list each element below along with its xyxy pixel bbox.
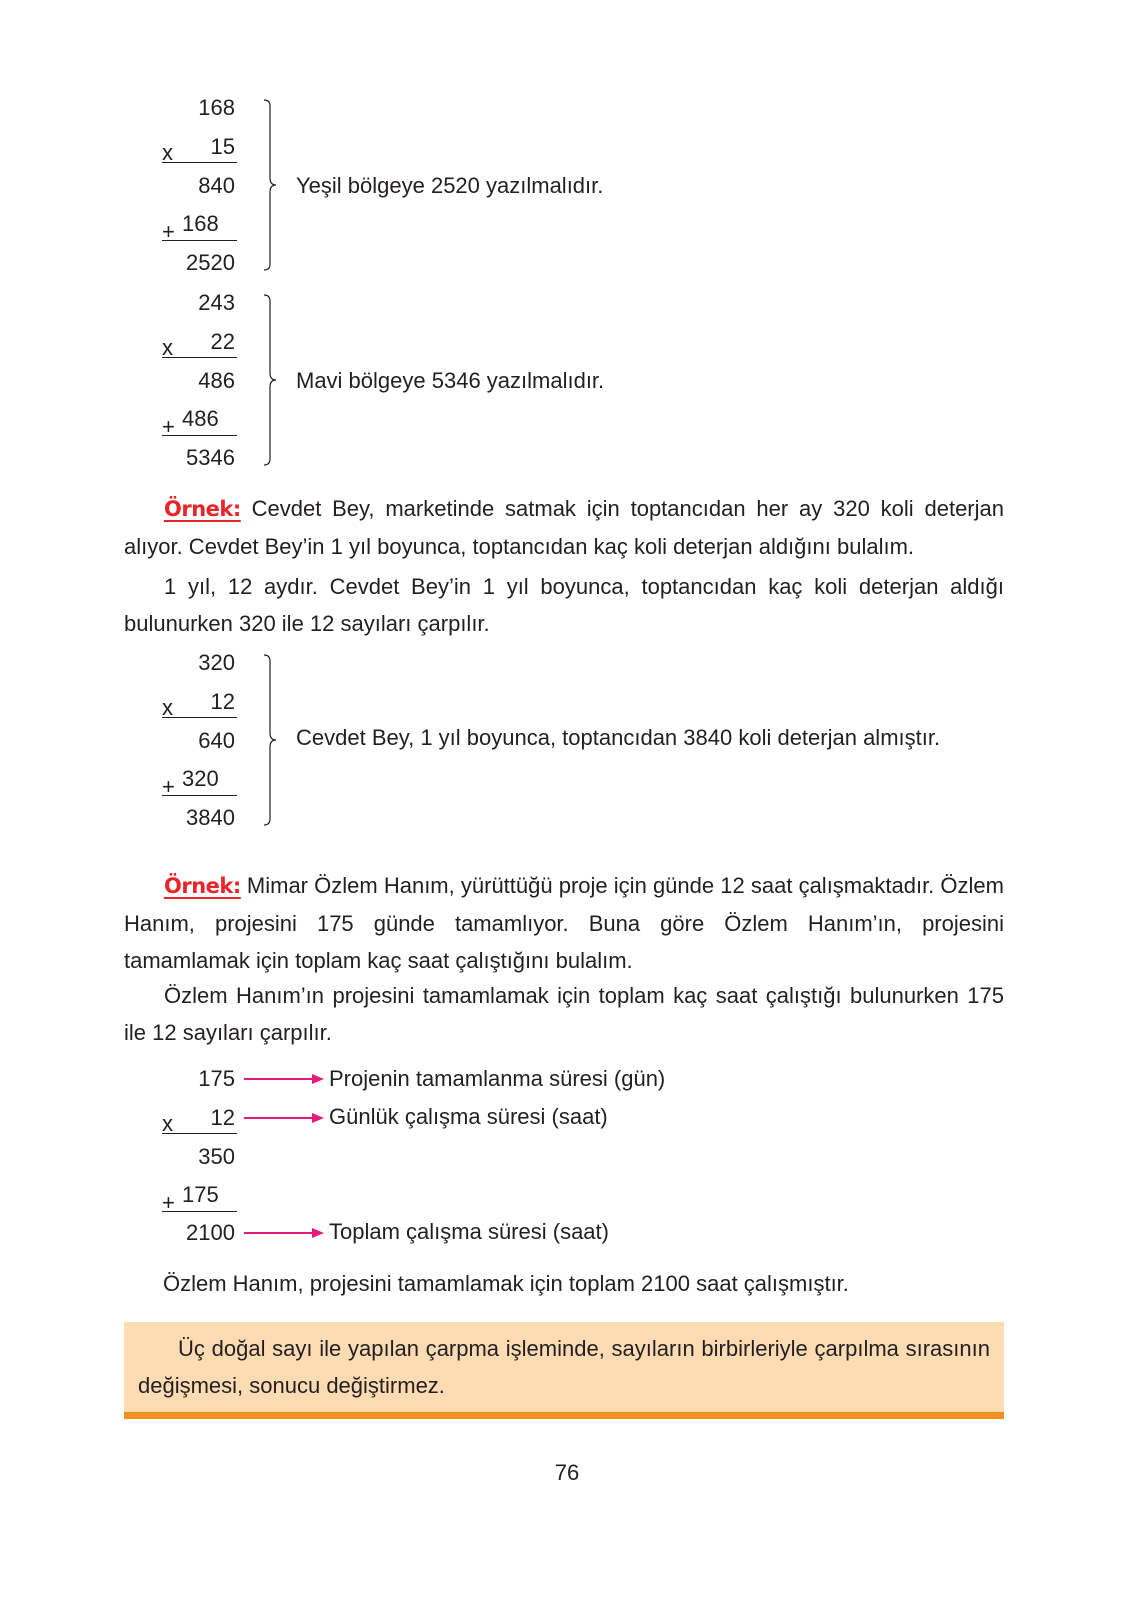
partial-product-shifted: 320 bbox=[182, 766, 219, 791]
example-2-explanation: Özlem Hanım’ın projesini tamamlamak için toplam kaç saat çalıştığı bulunurken 175 ile 12 sayıları çarpılır. bbox=[124, 983, 1004, 1045]
multiplicand: 175 bbox=[198, 1066, 235, 1091]
line bbox=[162, 1133, 237, 1134]
partial-product: 840 bbox=[198, 173, 235, 198]
arrow-right-icon bbox=[244, 1225, 326, 1241]
plus-sign: + bbox=[162, 1190, 175, 1215]
product: 2100 bbox=[186, 1220, 235, 1245]
multiplier: 15 bbox=[210, 134, 235, 159]
plus-sign: + bbox=[162, 219, 175, 244]
partial-product: 486 bbox=[198, 368, 235, 393]
line bbox=[162, 162, 237, 163]
partial-product-shifted: 175 bbox=[182, 1182, 219, 1207]
line bbox=[162, 1211, 237, 1212]
plus-sign: + bbox=[162, 414, 175, 439]
times-sign: x bbox=[162, 335, 173, 360]
times-sign: x bbox=[162, 1111, 173, 1136]
multiplicand: 320 bbox=[198, 650, 235, 675]
multiplier-note: Günlük çalışma süresi (saat) bbox=[329, 1104, 608, 1129]
example-1-paragraph bbox=[124, 490, 1004, 565]
result-note: Yeşil bölgeye 2520 yazılmalıdır. bbox=[296, 173, 604, 198]
rule-box bbox=[124, 1322, 1004, 1419]
times-sign: x bbox=[162, 695, 173, 720]
times-sign: x bbox=[162, 140, 173, 165]
right-brace bbox=[258, 653, 282, 827]
product: 2520 bbox=[186, 250, 235, 275]
result-note: Toplam çalışma süresi (saat) bbox=[329, 1219, 609, 1244]
line bbox=[162, 357, 237, 358]
partial-product: 640 bbox=[198, 728, 235, 753]
right-brace bbox=[258, 293, 282, 467]
arrow-right-icon bbox=[244, 1110, 326, 1126]
multiplicand: 243 bbox=[198, 290, 235, 315]
line bbox=[162, 795, 237, 796]
product: 5346 bbox=[186, 445, 235, 470]
multiplier: 12 bbox=[210, 689, 235, 714]
result-note: Cevdet Bey, 1 yıl boyunca, toptancıdan 3840 koli deterjan almıştır. bbox=[296, 725, 941, 750]
multiplier: 22 bbox=[210, 329, 235, 354]
right-brace bbox=[258, 98, 282, 272]
example-text: Cevdet Bey, marketinde satmak için toptancıdan her ay 320 koli deterjan alıyor. Cevdet Bey’in 1 yıl boyunca, toptancıdan kaç koli deterjan aldığını bulalım. bbox=[124, 496, 1004, 559]
multiplicand: 168 bbox=[198, 95, 235, 120]
example-1-explanation: 1 yıl, 12 aydır. Cevdet Bey’in 1 yıl boyunca, toptancıdan kaç koli deterjan aldığı bulunurken 320 ile 12 sayıları çarpılır. bbox=[124, 574, 1004, 636]
product: 3840 bbox=[186, 805, 235, 830]
line bbox=[162, 717, 237, 718]
example-label: Örnek: bbox=[164, 874, 241, 898]
line bbox=[162, 435, 237, 436]
multiplicand-note: Projenin tamamlanma süresi (gün) bbox=[329, 1066, 666, 1091]
example-text: Mimar Özlem Hanım, yürüttüğü proje için günde 12 saat çalışmaktadır. Özlem Hanım, projesini 175 günde tamamlıyor. Buna göre Özlem Hanım’ın, projesini tamamlamak için toplam kaç saat çalıştığını bulalım. bbox=[124, 873, 1004, 973]
example-label: Örnek: bbox=[164, 497, 241, 521]
page-number: 76 bbox=[554, 1460, 580, 1485]
rule-text: Üç doğal sayı ile yapılan çarpma işleminde, sayıların birbirleriyle çarpılma sırasının değişmesi, sonucu değiştirmez. bbox=[138, 1336, 990, 1398]
partial-product-shifted: 486 bbox=[182, 406, 219, 431]
partial-product-shifted: 168 bbox=[182, 211, 219, 236]
example-2-paragraph bbox=[124, 867, 1004, 979]
conclusion: Özlem Hanım, projesini tamamlamak için toplam 2100 saat çalışmıştır. bbox=[163, 1271, 849, 1296]
partial-product: 350 bbox=[198, 1144, 235, 1169]
line bbox=[162, 240, 237, 241]
result-note: Mavi bölgeye 5346 yazılmalıdır. bbox=[296, 368, 605, 393]
multiplier: 12 bbox=[210, 1105, 235, 1130]
plus-sign: + bbox=[162, 774, 175, 799]
arrow-right-icon bbox=[244, 1071, 326, 1087]
